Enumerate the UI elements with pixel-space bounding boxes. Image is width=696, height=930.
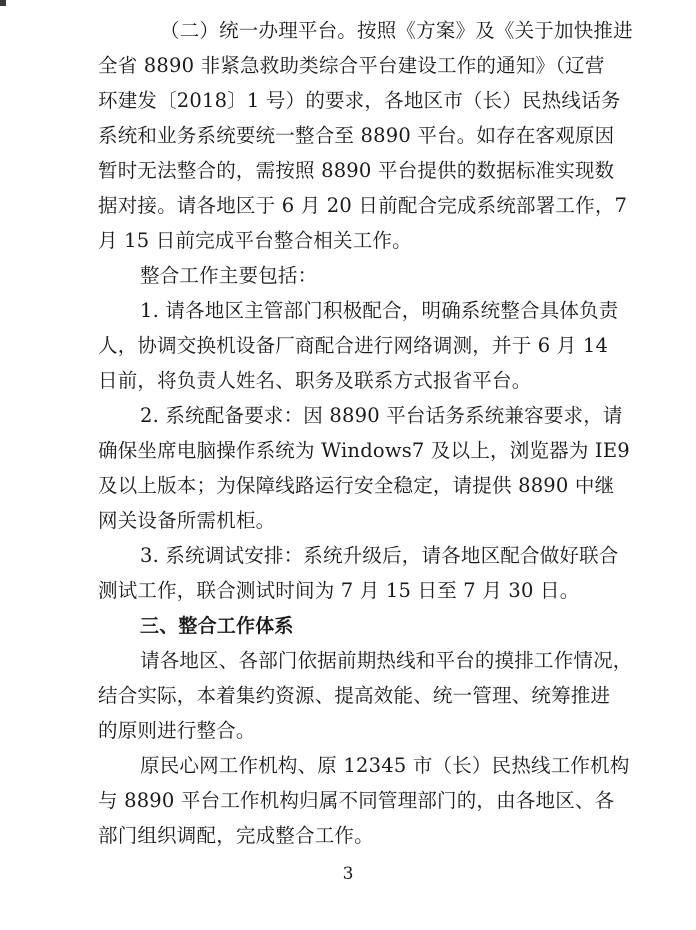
page-number: 3 xyxy=(342,863,354,884)
paragraph-4-line-3: 部门组织调配，完成整合工作。 xyxy=(98,823,374,847)
paragraph-1-line-5: 暂时无法整合的，需按照 8890 平台提供的数据标准实现数 xyxy=(98,158,615,182)
paragraph-3-line-1: 请各地区、各部门依据前期热线和平台的摸排工作情况， xyxy=(140,648,633,672)
item-1-line-1: 1. 请各地区主管部门积极配合，明确系统整合具体负责 xyxy=(140,298,619,322)
paragraph-1-line-1: （二）统一办理平台。按照《方案》及《关于加快推进 xyxy=(160,19,633,42)
paragraph-4-line-2: 与 8890 平台工作机构归属不同管理部门的，由各地区、各 xyxy=(98,788,615,812)
paragraph-1-line-7: 月 15 日前完成平台整合相关工作。 xyxy=(98,228,412,252)
item-3-line-2: 测试工作，联合测试时间为 7 月 15 日至 7 月 30 日。 xyxy=(98,578,580,602)
paragraph-2-line-1: 整合工作主要包括： xyxy=(140,263,318,287)
item-2-line-2: 确保坐席电脑操作系统为 Windows7 及以上，浏览器为 IE9 xyxy=(98,438,630,462)
item-2-line-4: 网关设备所需机柜。 xyxy=(98,508,276,532)
item-3-line-1: 3. 系统调试安排：系统升级后，请各地区配合做好联合 xyxy=(140,543,619,567)
paragraph-3-line-2: 结合实际，本着集约资源、提高效能、统一管理、统筹推进 xyxy=(98,683,611,707)
item-2-line-3: 及以上版本；为保障线路运行安全稳定，请提供 8890 中继 xyxy=(98,473,615,497)
section-heading: 三、整合工作体系 xyxy=(140,614,294,637)
item-1-line-2: 人，协调交换机设备厂商配合进行网络调测，并于 6 月 14 xyxy=(98,333,609,357)
paragraph-1-line-3: 环建发〔2018〕1 号）的要求，各地区市（长）民热线话务 xyxy=(98,88,621,112)
item-1-line-3: 日前，将负责人姓名、职务及联系方式报省平台。 xyxy=(98,368,532,392)
item-2-line-1: 2. 系统配备要求：因 8890 平台话务系统兼容要求，请 xyxy=(140,403,623,427)
paragraph-1-line-2: 全省 8890 非紧急救助类综合平台建设工作的通知》（辽营 xyxy=(98,53,605,77)
paragraph-1-line-4: 系统和业务系统要统一整合至 8890 平台。如存在客观原因 xyxy=(98,123,615,147)
paragraph-1-line-6: 据对接。请各地区于 6 月 20 日前配合完成系统部署工作，7 xyxy=(98,193,628,217)
paragraph-3-line-3: 的原则进行整合。 xyxy=(98,718,256,742)
scan-mark xyxy=(0,0,6,6)
paragraph-4-line-1: 原民心网工作机构、原 12345 市（长）民热线工作机构 xyxy=(140,753,630,777)
